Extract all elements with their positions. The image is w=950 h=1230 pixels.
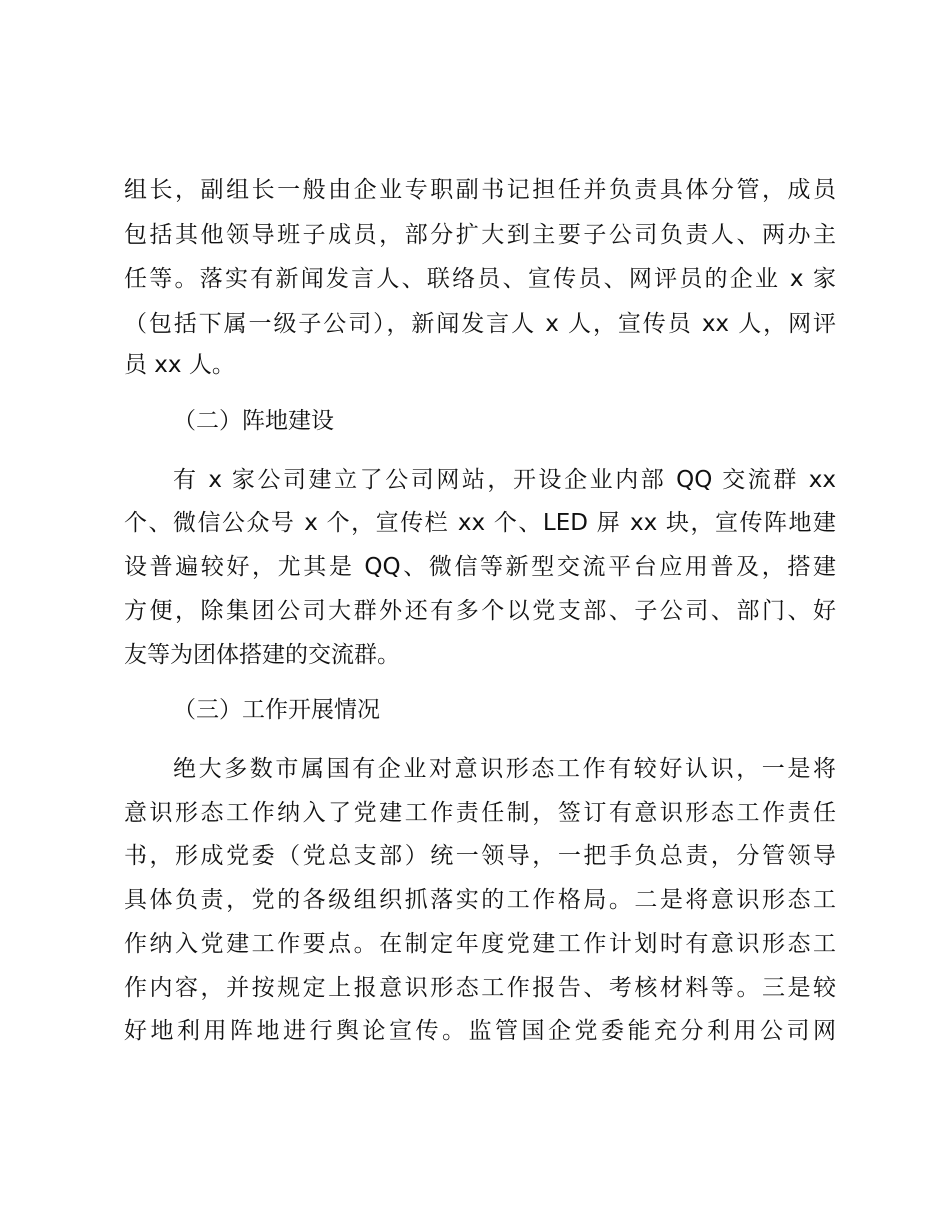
paragraph-3-line-5: 作纳入党建工作要点。在制定年度党建工作计划时有意识形态工 [124, 931, 836, 957]
paragraph-2-line-2: 个、微信公众号 x 个，宣传栏 xx 个、LED 屏 xx 块，宣传阵地建 [124, 510, 836, 536]
paragraph-3-line-6: 作内容，并按规定上报意识形态工作报告、考核材料等。三是较 [124, 975, 836, 1001]
paragraph-1-line-5: 员 xx 人。 [124, 352, 235, 378]
paragraph-3-line-1: 绝大多数市属国有企业对意识形态工作有较好认识，一是将 [173, 756, 836, 782]
paragraph-3-line-3: 书，形成党委（党总支部）统一领导，一把手负总责，分管领导 [124, 843, 836, 869]
paragraph-3-line-7: 好地利用阵地进行舆论宣传。监管国企党委能充分利用公司网 [124, 1018, 836, 1044]
paragraph-2-line-1: 有 x 家公司建立了公司网站，开设企业内部 QQ 交流群 xx [173, 467, 836, 493]
section-heading-2: （二）阵地建设 [173, 408, 334, 434]
paragraph-2-line-4: 方便，除集团公司大群外还有多个以党支部、子公司、部门、好 [124, 598, 836, 624]
paragraph-1-line-2: 包括其他领导班子成员，部分扩大到主要子公司负责人、两办主 [124, 222, 836, 248]
paragraph-3-line-4: 具体负责，党的各级组织抓落实的工作格局。二是将意识形态工 [124, 887, 836, 913]
paragraph-1-line-3: 任等。落实有新闻发言人、联络员、宣传员、网评员的企业 x 家 [124, 266, 836, 292]
paragraph-2-line-3: 设普遍较好，尤其是 QQ、微信等新型交流平台应用普及，搭建 [124, 554, 836, 580]
paragraph-3-line-2: 意识形态工作纳入了党建工作责任制，签订有意识形态工作责任 [124, 800, 836, 826]
paragraph-2-line-5: 友等为团体搭建的交流群。 [124, 642, 400, 668]
paragraph-1-line-1: 组长，副组长一般由企业专职副书记担任并负责具体分管，成员 [124, 177, 836, 203]
section-heading-3: （三）工作开展情况 [173, 697, 380, 723]
paragraph-1-line-4: （包括下属一级子公司），新闻发言人 x 人，宣传员 xx 人，网评 [124, 311, 836, 337]
